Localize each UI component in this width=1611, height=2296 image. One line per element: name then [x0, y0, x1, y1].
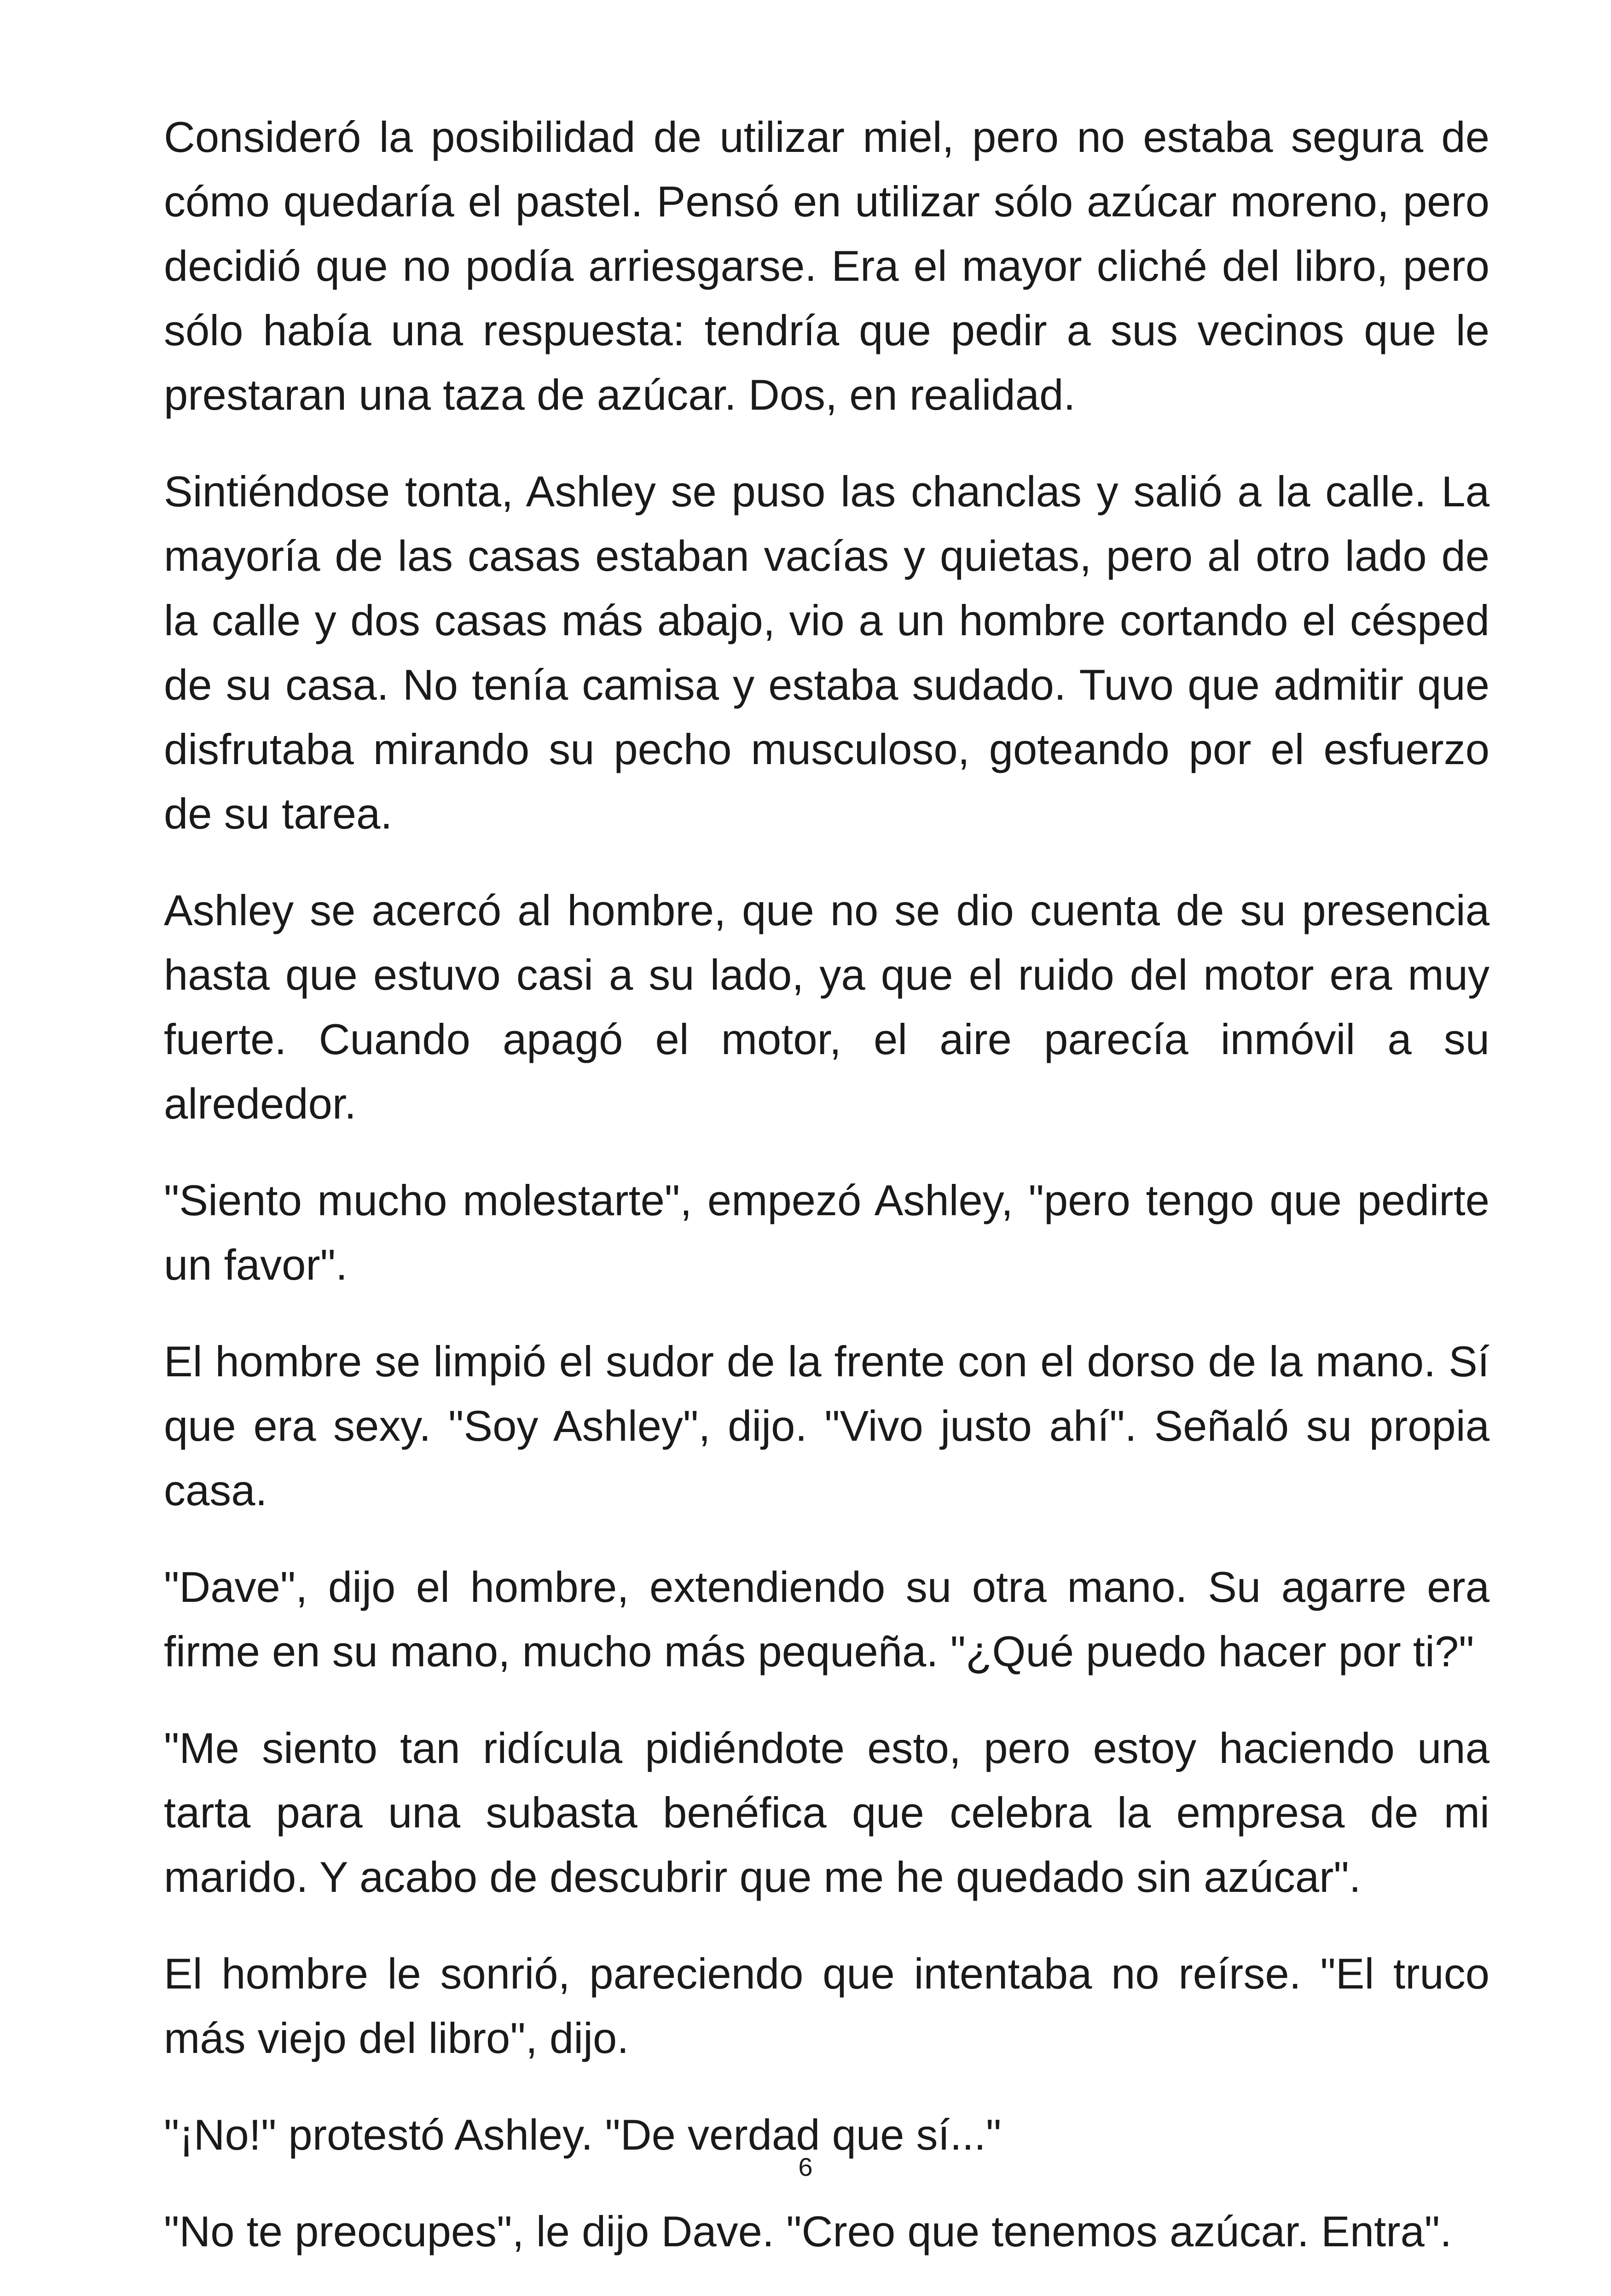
paragraph: "Dave", dijo el hombre, extendiendo su otra mano. Su agarre era firme en su mano, mucho más pequeña. "¿Qué puedo hacer por ti?"	[164, 1563, 1489, 1676]
paragraph: "No te preocupes", le dijo Dave. "Creo que tenemos azúcar. Entra".	[164, 2207, 1452, 2255]
paragraph: "¡No!" protestó Ashley. "De verdad que sí..."	[164, 2110, 1002, 2159]
paragraph: Consideró la posibilidad de utilizar miel, pero no estaba segura de cómo quedaría el pastel. Pensó en utilizar sólo azúcar moreno, pero decidió que no podía arriesgarse. Era el mayor cliché del libro, pero sólo había una respuesta: tendría que pedir a sus vecinos que le prestaran una taza de azúcar. Dos, en realidad.	[164, 113, 1489, 419]
paragraph: El hombre se limpió el sudor de la frente con el dorso de la mano. Sí que era sexy. "Soy Ashley", dijo. "Vivo justo ahí". Señaló su propia casa.	[164, 1337, 1489, 1514]
paragraph: Sintiéndose tonta, Ashley se puso las chanclas y salió a la calle. La mayoría de las casas estaban vacías y quietas, pero al otro lado de la calle y dos casas más abajo, vio a un hombre cortando el césped de su casa. No tenía camisa y estaba sudado. Tuvo que admitir que disfrutaba mirando su pecho musculoso, goteando por el esfuerzo de su tarea.	[164, 467, 1489, 838]
paragraph: "Me siento tan ridícula pidiéndote esto, pero estoy haciendo una tarta para una subasta benéfica que celebra la empresa de mi marido. Y acabo de descubrir que me he quedado sin azúcar".	[164, 1724, 1489, 1901]
paragraph: El hombre le sonrió, pareciendo que intentaba no reírse. "El truco más viejo del libro", dijo.	[164, 1949, 1489, 2062]
paragraph: "Siento mucho molestarte", empezó Ashley, "pero tengo que pedirte un favor".	[164, 1176, 1489, 1289]
page-number: 6	[798, 2152, 813, 2181]
paragraph: Ashley se acercó al hombre, que no se dio cuenta de su presencia hasta que estuvo casi a su lado, ya que el ruido del motor era muy fuerte. Cuando apagó el motor, el aire parecía inmóvil a su alrededor.	[164, 886, 1489, 1128]
body-text	[164, 105, 1489, 2296]
